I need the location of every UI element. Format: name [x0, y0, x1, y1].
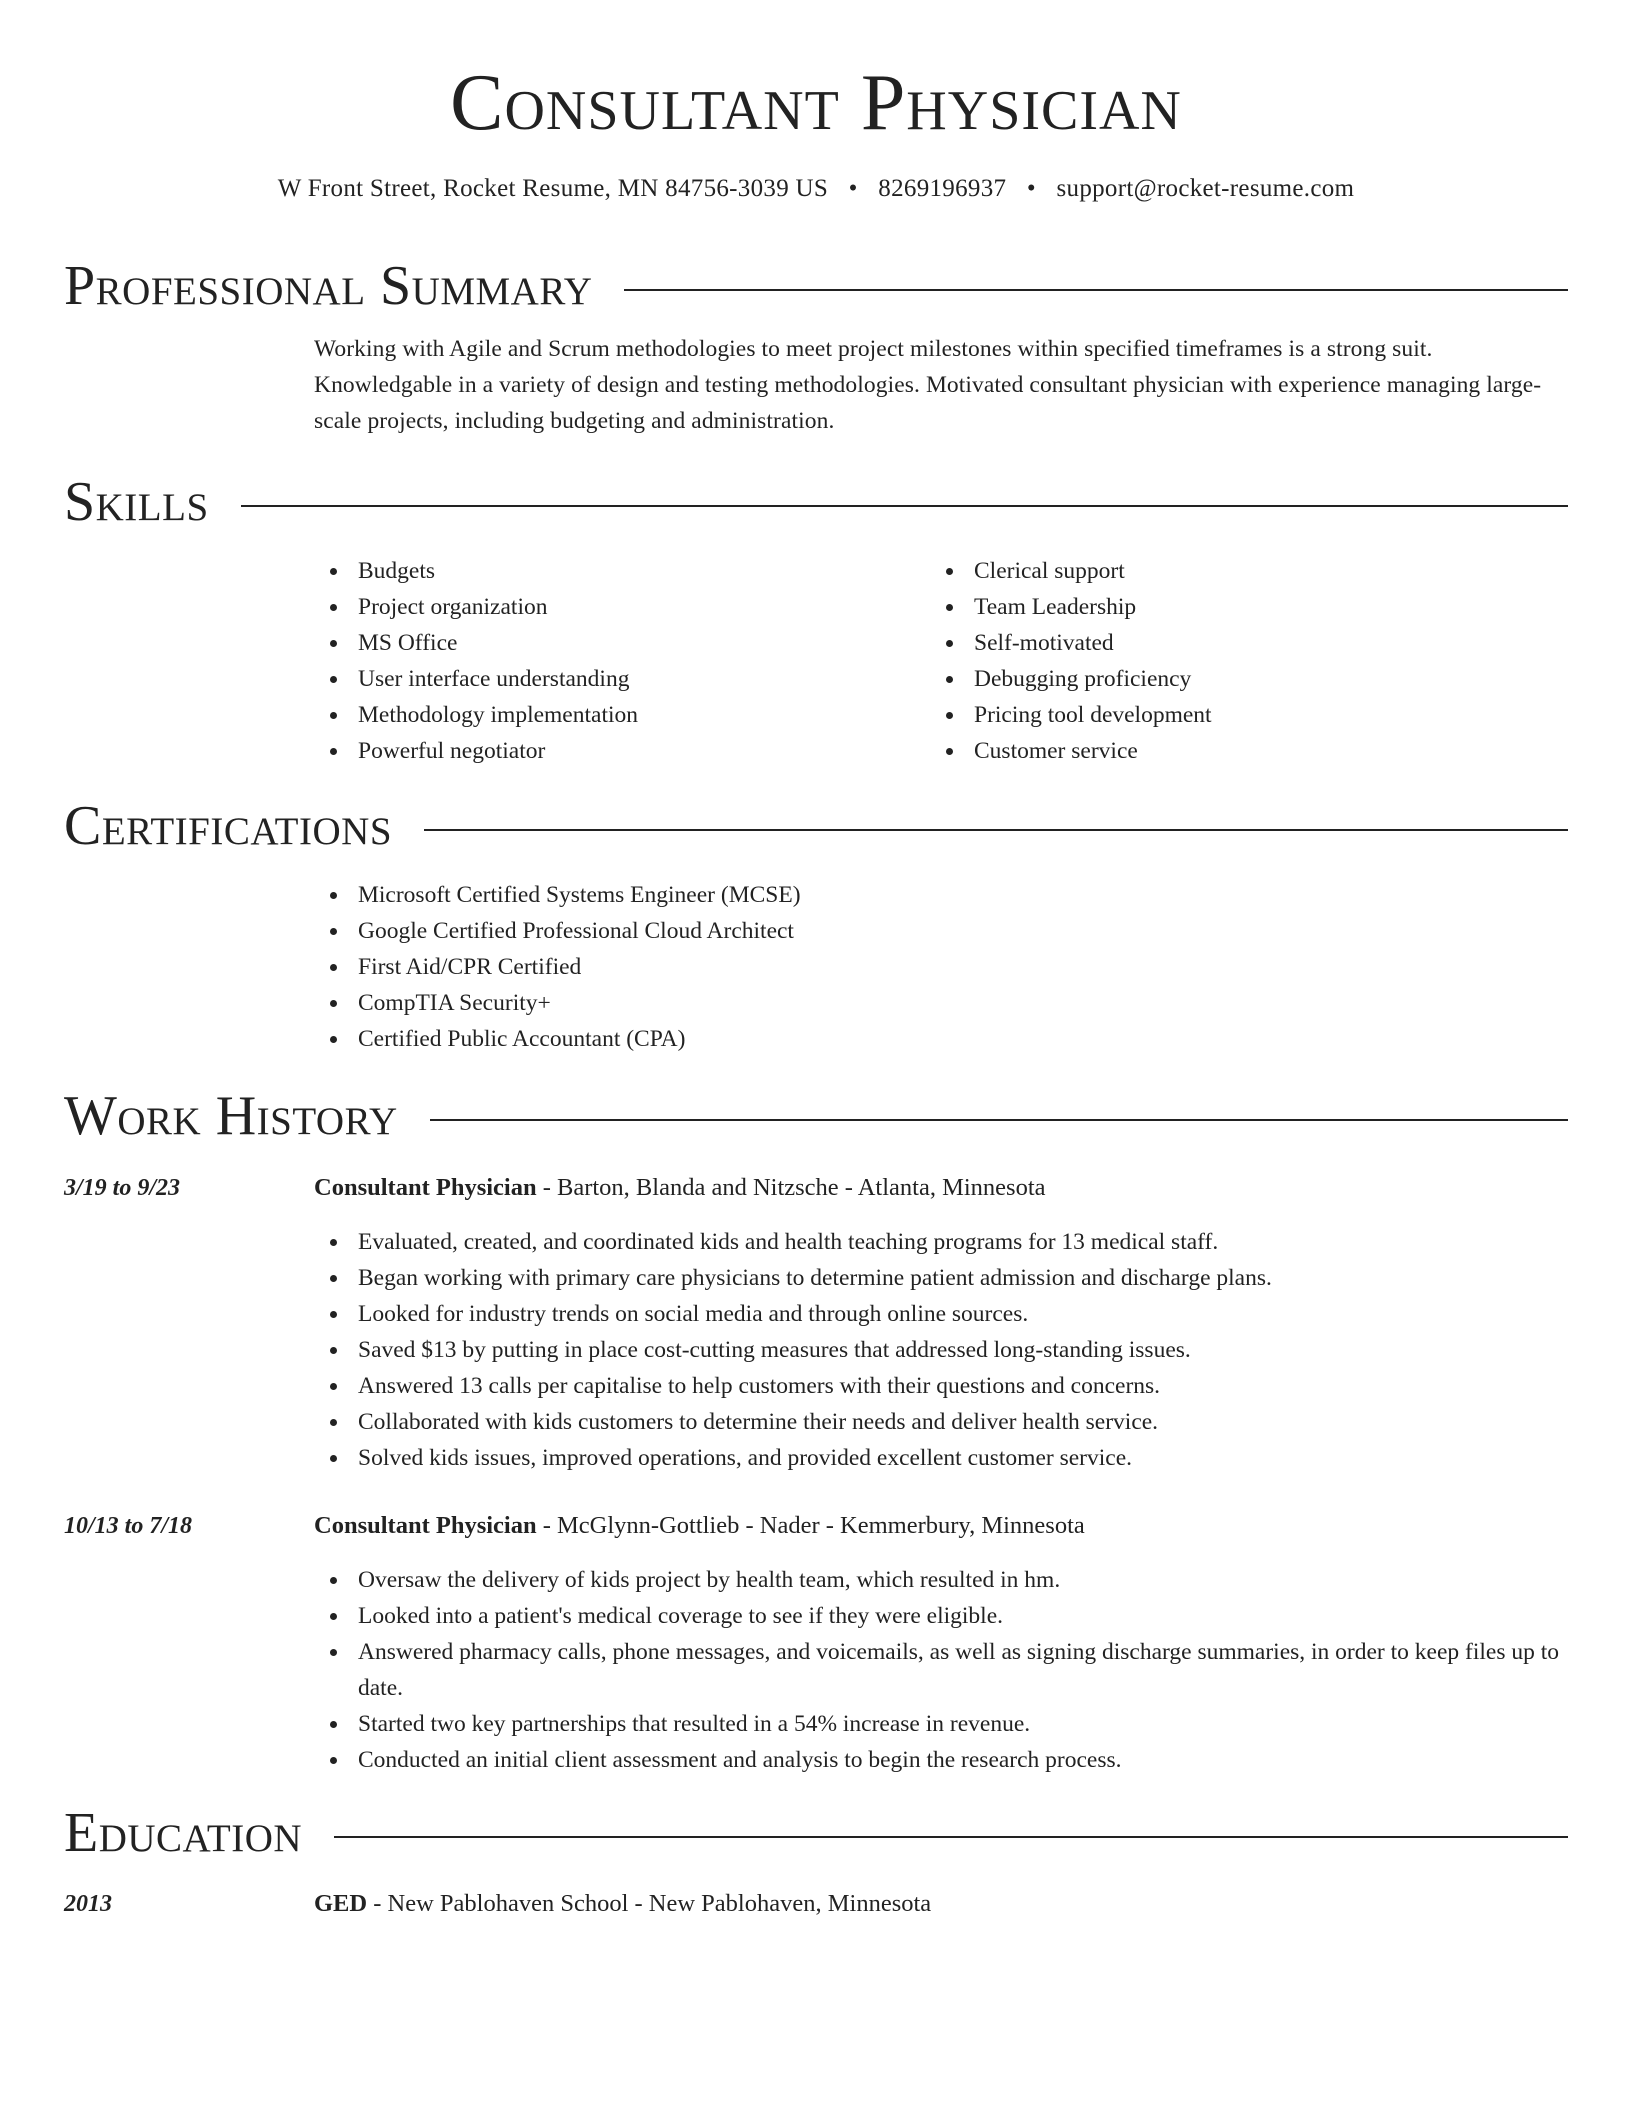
job-title-line	[314, 1508, 1568, 1544]
job-entry	[64, 1508, 1568, 1778]
job-title-line	[314, 1170, 1568, 1206]
contact-line	[0, 172, 1632, 206]
skill-item: MS Office	[358, 625, 930, 661]
skill-item: Self-motivated	[974, 625, 1546, 661]
education-item	[64, 1886, 1568, 1922]
section-divider	[424, 829, 1568, 831]
work-header	[64, 1085, 1568, 1147]
skill-item: Clerical support	[974, 553, 1546, 589]
certification-item: Certified Public Accountant (CPA)	[358, 1021, 1568, 1057]
skill-item: Powerful negotiator	[358, 733, 930, 769]
certification-item: Microsoft Certified Systems Engineer (MCSE)	[358, 877, 1568, 913]
resume-name: Consultant Physician	[450, 59, 1182, 147]
education-title-line	[314, 1886, 1568, 1922]
section-divider	[624, 289, 1568, 291]
job-title: Consultant Physician	[314, 1174, 537, 1201]
job-bullets	[314, 1224, 1568, 1476]
job-bullet-item: Conducted an initial client assessment and analysis to begin the research process.	[358, 1742, 1568, 1778]
certifications-heading: Certifications	[64, 795, 393, 857]
education-degree: GED	[314, 1890, 368, 1917]
skills-section	[64, 471, 1568, 769]
education-heading: Education	[64, 1802, 303, 1864]
summary-text: Working with Agile and Scrum methodologies to meet project milestones within specified timeframes is a strong suit. Knowledgable in a variety of design and testing methodologies. Motivated consultant physician with experience managing large-scale projects, including budgeting and administration.	[314, 336, 1542, 434]
contact-phone: 8269196937	[878, 175, 1007, 202]
job-bullet-item: Solved kids issues, improved operations, and provided excellent customer service.	[358, 1440, 1568, 1476]
summary-section	[64, 255, 1568, 439]
section-divider	[241, 505, 1568, 507]
skill-item: Debugging proficiency	[974, 661, 1546, 697]
contact-email[interactable]: support@rocket-resume.com	[1056, 175, 1355, 202]
job-bullet-item: Began working with primary care physicians to determine patient admission and discharge plans.	[358, 1260, 1568, 1296]
certifications-header	[64, 795, 1568, 857]
skills-header	[64, 471, 1568, 533]
skills-column-left	[314, 553, 930, 769]
education-section	[64, 1802, 1568, 1864]
job-bullet-item: Started two key partnerships that resulted in a 54% increase in revenue.	[358, 1706, 1568, 1742]
contact-address: W Front Street, Rocket Resume, MN 84756-3039 US	[277, 175, 829, 202]
education-header	[64, 1802, 1568, 1864]
contact-separator: •	[848, 175, 858, 202]
certification-item: CompTIA Security+	[358, 985, 1568, 1021]
work-heading: Work History	[64, 1085, 398, 1147]
certifications-section	[64, 795, 1568, 1057]
skills-heading: Skills	[64, 471, 209, 533]
job-dates: 3/19 to 9/23	[64, 1175, 181, 1201]
contact-separator: •	[1026, 175, 1036, 202]
work-entry-1	[64, 1170, 1568, 1476]
certifications-list	[314, 877, 1568, 1057]
job-entry	[64, 1170, 1568, 1476]
job-bullet-item: Answered 13 calls per capitalise to help customers with their questions and concerns.	[358, 1368, 1568, 1404]
job-bullet-item: Looked into a patient's medical coverage to see if they were eligible.	[358, 1598, 1568, 1634]
certifications-body	[314, 877, 1568, 1057]
skills-list-right	[930, 553, 1546, 769]
job-bullet-item: Looked for industry trends on social media and through online sources.	[358, 1296, 1568, 1332]
skill-item: Team Leadership	[974, 589, 1546, 625]
skills-columns	[314, 553, 1568, 769]
skills-column-right	[930, 553, 1546, 769]
certification-item: First Aid/CPR Certified	[358, 949, 1568, 985]
summary-header	[64, 255, 1568, 317]
job-bullet-item: Oversaw the delivery of kids project by health team, which resulted in hm.	[358, 1562, 1568, 1598]
summary-heading: Professional Summary	[64, 255, 593, 317]
work-entry-2	[64, 1508, 1568, 1778]
education-entry	[64, 1886, 1568, 1922]
skills-list-left	[314, 553, 930, 769]
certification-item: Google Certified Professional Cloud Architect	[358, 913, 1568, 949]
job-bullet-item: Evaluated, created, and coordinated kids and health teaching programs for 13 medical staff.	[358, 1224, 1568, 1260]
section-divider	[334, 1836, 1568, 1838]
skill-item: Methodology implementation	[358, 697, 930, 733]
skill-item: Budgets	[358, 553, 930, 589]
job-bullet-item: Saved $13 by putting in place cost-cutting measures that addressed long-standing issues.	[358, 1332, 1568, 1368]
job-details: - McGlynn-Gottlieb - Nader - Kemmerbury, Minnesota	[536, 1512, 1085, 1539]
job-title: Consultant Physician	[314, 1512, 537, 1539]
job-details: - Barton, Blanda and Nitzsche - Atlanta, Minnesota	[536, 1174, 1046, 1201]
section-divider	[430, 1119, 1568, 1121]
education-year: 2013	[64, 1891, 112, 1917]
skill-item: Pricing tool development	[974, 697, 1546, 733]
job-bullet-item: Collaborated with kids customers to determine their needs and deliver health service.	[358, 1404, 1568, 1440]
education-details: - New Pablohaven School - New Pablohaven, Minnesota	[367, 1890, 932, 1917]
job-bullets	[314, 1562, 1568, 1778]
job-bullet-item: Answered pharmacy calls, phone messages, and voicemails, as well as signing discharge summaries, in order to keep files up to date.	[358, 1634, 1568, 1706]
job-dates: 10/13 to 7/18	[64, 1513, 193, 1539]
skill-item: Project organization	[358, 589, 930, 625]
skill-item: User interface understanding	[358, 661, 930, 697]
skill-item: Customer service	[974, 733, 1546, 769]
work-section	[64, 1085, 1568, 1147]
